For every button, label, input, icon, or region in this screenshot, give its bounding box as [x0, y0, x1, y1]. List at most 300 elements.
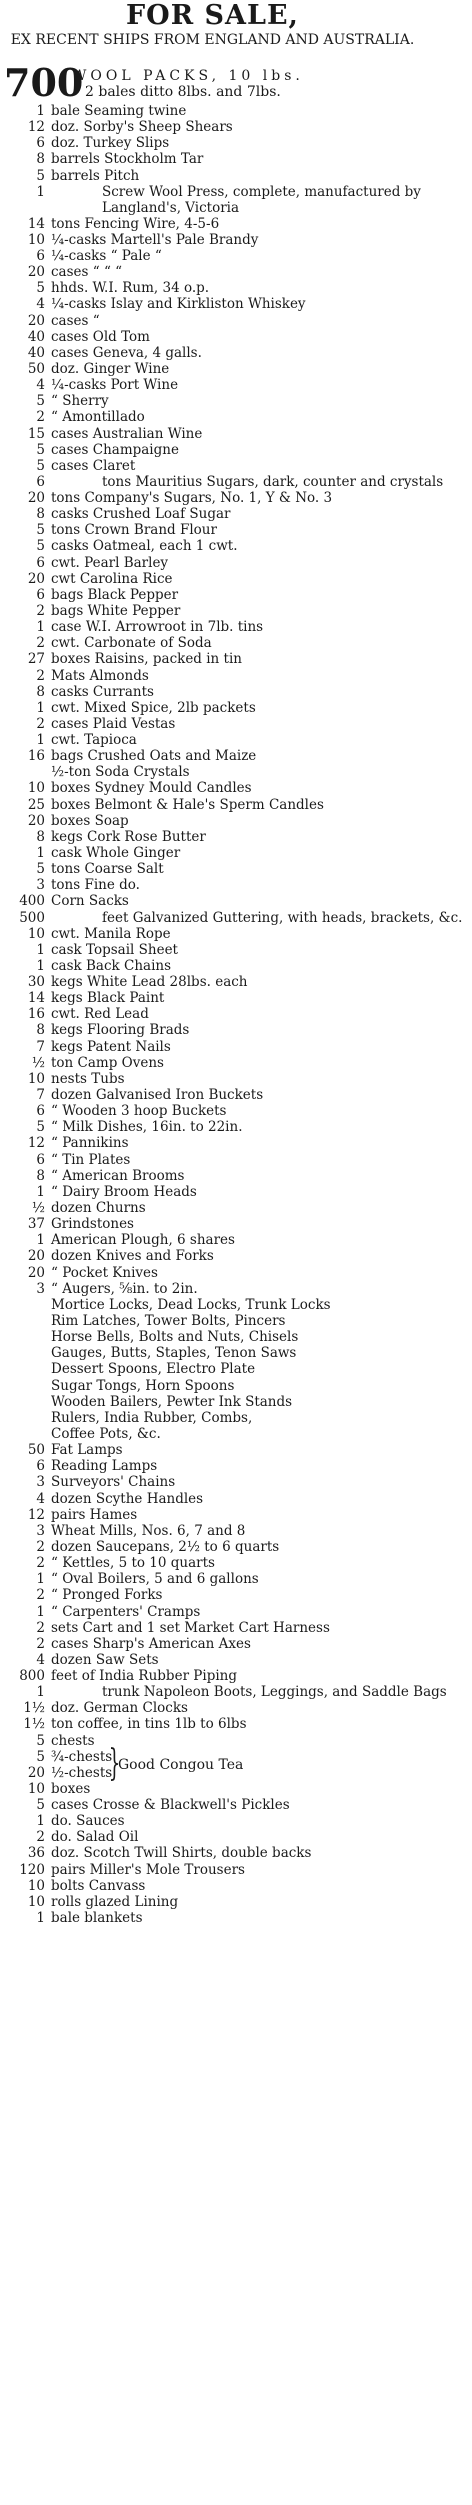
item-qty: 2 [36, 1538, 45, 1555]
item-text: cwt. Tapioca [51, 732, 137, 749]
item-qty: 36 [27, 1845, 45, 1862]
item-qty: 37 [27, 1216, 45, 1233]
list-item [0, 1716, 425, 1732]
item-text: ½-ton Soda Crystals [51, 764, 190, 781]
item-qty: 2 [36, 1555, 45, 1572]
item-text: American Plough, 6 shares [51, 1232, 235, 1249]
item-qty: 1 [36, 1813, 45, 1830]
item-text: “ Kettles, 5 to 10 quarts [51, 1555, 215, 1572]
item-text: tons Crown Brand Flour [51, 522, 217, 539]
item-text: boxes Belmont & Hale's Sperm Candles [51, 796, 324, 813]
list-item [0, 522, 425, 538]
item-qty: 5 [36, 1797, 45, 1814]
item-qty: 1 [36, 1684, 45, 1701]
list-item [0, 845, 425, 861]
item-qty: 4 [36, 377, 45, 394]
list-item [0, 1168, 425, 1184]
item-text: “ Oval Boilers, 5 and 6 gallons [51, 1571, 259, 1588]
item-text: cases “ “ “ [51, 264, 123, 281]
item-text: “ Pannikins [51, 1135, 129, 1152]
list-item [0, 345, 425, 361]
list-item [0, 1523, 425, 1539]
list-item [0, 1006, 425, 1022]
item-qty: 20 [27, 570, 45, 587]
list-item [0, 409, 425, 425]
list-item [0, 1652, 425, 1668]
item-qty: 8 [36, 1167, 45, 1184]
list-item [0, 442, 425, 458]
list-item [0, 587, 425, 603]
item-text: ¾-chests [51, 1748, 113, 1765]
item-qty: 10 [27, 1070, 45, 1087]
list-item [0, 1410, 425, 1426]
list-item [0, 1329, 425, 1345]
list-item [0, 1103, 425, 1119]
item-text: “ Augers, ⅝in. to 2in. [51, 1280, 198, 1297]
item-text: kegs Cork Rose Butter [51, 828, 206, 845]
item-qty: 1½ [23, 1716, 45, 1733]
list-item [0, 1297, 425, 1313]
list-item [0, 103, 425, 119]
item-text: Wooden Bailers, Pewter Ink Stands [51, 1393, 293, 1410]
item-text: cases Crosse & Blackwell's Pickles [51, 1797, 290, 1814]
list-item [0, 361, 425, 377]
item-text: feet of India Rubber Piping [51, 1668, 238, 1685]
item-text: Fat Lamps [51, 1442, 123, 1459]
item-text: Gauges, Butts, Staples, Tenon Saws [51, 1345, 297, 1362]
item-qty: 6 [36, 586, 45, 603]
item-qty: 20 [27, 1764, 45, 1781]
item-text: cwt. Pearl Barley [51, 554, 169, 571]
item-qty: 40 [27, 328, 45, 345]
item-text: do. Sauces [51, 1813, 125, 1830]
lead-item [4, 60, 422, 106]
list-item [0, 748, 425, 764]
list-item [0, 1022, 425, 1038]
list-item [0, 168, 425, 184]
item-qty: 1 [36, 619, 45, 636]
item-qty: 14 [27, 215, 45, 232]
list-item [0, 942, 425, 958]
item-qty: 27 [27, 651, 45, 668]
item-qty: ½ [31, 1200, 45, 1216]
item-qty: 8 [36, 151, 45, 168]
item-text: tons Mauritius Sugars, dark, counter and crystals [102, 473, 444, 490]
list-item [0, 393, 425, 409]
item-qty: 25 [27, 796, 45, 813]
item-qty: 6 [36, 1103, 45, 1120]
lead-qty: 700 [4, 60, 84, 105]
list-item [0, 296, 425, 312]
item-text: cases Old Tom [51, 328, 150, 345]
list-item [0, 1878, 425, 1894]
list-item [0, 797, 425, 813]
item-text: barrels Pitch [51, 167, 140, 184]
list-item [0, 313, 425, 329]
list-item [0, 1200, 425, 1216]
list-item [0, 571, 425, 587]
item-qty: 20 [27, 812, 45, 829]
item-qty: 4 [36, 296, 45, 313]
item-qty: 10 [27, 1877, 45, 1894]
item-qty: 6 [36, 473, 45, 490]
list-item [0, 1232, 425, 1248]
item-text: Sugar Tongs, Horn Spoons [51, 1377, 235, 1394]
item-text: ¼-casks Martell's Pale Brandy [51, 231, 259, 248]
list-item [0, 619, 425, 635]
item-text: “ American Brooms [51, 1167, 185, 1184]
list-item [0, 1781, 425, 1797]
item-qty: 1 [36, 1232, 45, 1249]
list-item [0, 893, 425, 909]
list-item [0, 1071, 425, 1087]
item-qty: 1 [36, 1183, 45, 1200]
item-text: pairs Miller's Mole Trousers [51, 1861, 245, 1878]
item-text: “ Pocket Knives [51, 1264, 158, 1281]
item-qty: 8 [36, 1022, 45, 1039]
list-item [0, 1749, 425, 1765]
item-text: hhds. W.I. Rum, 34 o.p. [51, 280, 210, 297]
item-text: cases Plaid Vestas [51, 715, 176, 732]
item-text: boxes Soap [51, 812, 129, 829]
list-item [0, 1474, 425, 1490]
item-text: cwt. Carbonate of Soda [51, 635, 212, 652]
item-text: dozen Scythe Handles [51, 1490, 204, 1507]
item-text: ¼-casks Port Wine [51, 377, 179, 394]
item-text: cases Sharp's American Axes [51, 1635, 251, 1652]
item-qty: 20 [27, 312, 45, 329]
list-item [0, 1361, 425, 1377]
list-item [0, 264, 425, 280]
list-item [0, 1539, 425, 1555]
item-qty: 5 [36, 441, 45, 458]
headline: FOR SALE, [126, 0, 299, 31]
item-qty: 20 [27, 264, 45, 281]
item-text: Mats Almonds [51, 667, 149, 684]
item-qty: 1 [36, 941, 45, 958]
item-text: boxes Raisins, packed in tin [51, 651, 242, 668]
item-text: ¼-casks “ Pale “ [51, 247, 162, 264]
item-qty: 1 [36, 699, 45, 716]
item-qty: 4 [36, 1651, 45, 1668]
item-text: tons Coarse Salt [51, 861, 164, 878]
list-item [0, 1313, 425, 1329]
item-text: Screw Wool Press, complete, manufactured by Langland's, Victoria [102, 183, 421, 216]
list-item [0, 329, 425, 345]
item-qty: 3 [36, 1280, 45, 1297]
list-item [0, 716, 425, 732]
item-qty: 14 [27, 990, 45, 1007]
item-text: dozen Saw Sets [51, 1651, 159, 1668]
item-text: barrels Stockholm Tar [51, 151, 204, 168]
item-qty: 7 [36, 1087, 45, 1104]
list-item [0, 538, 425, 554]
item-qty: 2 [36, 602, 45, 619]
list-item [0, 958, 425, 974]
item-text: “ Sherry [51, 393, 109, 410]
list-item [0, 1378, 425, 1394]
item-qty: 5 [36, 1748, 45, 1765]
item-text: Rim Latches, Tower Bolts, Pincers [51, 1312, 286, 1329]
item-text: cases Champaigne [51, 441, 179, 458]
item-text: cases “ [51, 312, 100, 329]
list-item [0, 1345, 425, 1361]
list-item [0, 974, 425, 990]
list-item [0, 377, 425, 393]
list-item [0, 458, 425, 474]
item-qty: 2 [36, 1635, 45, 1652]
item-qty: 20 [27, 1264, 45, 1281]
list-item [0, 877, 425, 893]
list-item [0, 555, 425, 571]
item-qty: 5 [36, 167, 45, 184]
item-text: bags Crushed Oats and Maize [51, 748, 257, 765]
item-qty: 1 [36, 732, 45, 749]
item-qty: 2 [36, 1619, 45, 1636]
item-text: rolls glazed Lining [51, 1893, 179, 1910]
item-qty: 6 [36, 247, 45, 264]
item-qty: 1 [36, 957, 45, 974]
item-text: kegs White Lead 28lbs. each [51, 974, 248, 991]
list-item [0, 1491, 425, 1507]
item-text: chests [51, 1732, 95, 1749]
item-text: “ Wooden 3 hoop Buckets [51, 1103, 227, 1120]
item-qty: 16 [27, 748, 45, 765]
list-item [0, 1700, 425, 1716]
item-text: Horse Bells, Bolts and Nuts, Chisels [51, 1329, 299, 1346]
item-qty: 5 [36, 861, 45, 878]
item-qty: 5 [36, 393, 45, 410]
list-item [0, 1620, 425, 1636]
item-qty: 12 [27, 1506, 45, 1523]
item-qty: 20 [27, 1248, 45, 1265]
item-text: bags Black Pepper [51, 586, 179, 603]
item-qty: 20 [27, 489, 45, 506]
item-qty: 2 [36, 715, 45, 732]
list-item [0, 1765, 425, 1781]
item-qty: 1 [36, 1910, 45, 1927]
item-text: ½-chests [51, 1764, 113, 1781]
item-qty: 5 [36, 457, 45, 474]
item-text: Reading Lamps [51, 1458, 158, 1475]
item-text: bags White Pepper [51, 602, 181, 619]
item-text: Grindstones [51, 1216, 134, 1233]
item-text: “ Dairy Broom Heads [51, 1183, 197, 1200]
list-item [0, 990, 425, 1006]
item-qty: 10 [27, 1893, 45, 1910]
item-text: kegs Patent Nails [51, 1038, 171, 1055]
item-text: doz. Sorby's Sheep Shears [51, 119, 233, 136]
item-qty: 3 [36, 1522, 45, 1539]
item-text: kegs Black Paint [51, 990, 165, 1007]
item-text: “ Tin Plates [51, 1151, 131, 1168]
item-text: Corn Sacks [51, 893, 129, 910]
list-item [0, 248, 425, 264]
list-item [0, 426, 425, 442]
list-item [0, 1910, 425, 1926]
item-text: cases Geneva, 4 galls. [51, 344, 202, 361]
item-text: dozen Galvanised Iron Buckets [51, 1087, 264, 1104]
list-item [0, 1394, 425, 1410]
item-text: dozen Saucepans, 2½ to 6 quarts [51, 1538, 280, 1555]
item-text: cask Whole Ginger [51, 845, 181, 862]
item-text: dozen Knives and Forks [51, 1248, 214, 1265]
item-qty: 8 [36, 828, 45, 845]
list-item [0, 1442, 425, 1458]
item-text: “ Amontillado [51, 409, 145, 426]
item-text: Mortice Locks, Dead Locks, Trunk Locks [51, 1296, 331, 1313]
list-item [0, 1039, 425, 1055]
item-text: casks Crushed Loaf Sugar [51, 506, 231, 523]
list-item [0, 1636, 425, 1652]
item-text: case W.I. Arrowroot in 7lb. tins [51, 619, 264, 636]
list-item [0, 1555, 425, 1571]
list-item [0, 1684, 447, 1701]
item-qty: 15 [27, 425, 45, 442]
item-text: cases Australian Wine [51, 425, 203, 442]
list-item [0, 119, 425, 135]
item-text: cask Topsail Sheet [51, 941, 178, 958]
item-text: nests Tubs [51, 1070, 125, 1087]
list-item [0, 1845, 425, 1861]
list-item [0, 700, 425, 716]
item-qty: 1 [36, 183, 45, 200]
item-text: doz. Scotch Twill Shirts, double backs [51, 1845, 312, 1862]
list-item [0, 1813, 425, 1829]
item-text: Dessert Spoons, Electro Plate [51, 1361, 256, 1378]
item-text: ¼-casks Islay and Kirkliston Whiskey [51, 296, 306, 313]
item-qty: 12 [27, 1135, 45, 1152]
item-qty: 1 [36, 103, 45, 119]
item-qty: 120 [19, 1861, 45, 1878]
item-text: cwt Carolina Rice [51, 570, 173, 587]
item-qty: 6 [36, 1151, 45, 1168]
item-text: do. Salad Oil [51, 1829, 139, 1846]
item-qty: 2 [36, 409, 45, 426]
list-item [0, 1248, 425, 1264]
list-item [0, 135, 425, 151]
item-qty: ½ [31, 1054, 45, 1071]
item-qty: 50 [27, 360, 45, 377]
list-item [0, 635, 425, 651]
item-qty: 10 [27, 925, 45, 942]
item-text: dozen Churns [51, 1200, 146, 1216]
list-item [0, 151, 425, 167]
item-qty: 30 [27, 974, 45, 991]
item-qty: 7 [36, 1038, 45, 1055]
item-qty: 10 [27, 780, 45, 797]
list-item [0, 651, 425, 667]
list-item [0, 232, 425, 248]
list-item [0, 1797, 425, 1813]
item-text: boxes Sydney Mould Candles [51, 780, 252, 797]
item-qty: 5 [36, 1732, 45, 1749]
list-item [0, 732, 425, 748]
brace-mark: } [108, 1742, 121, 1784]
list-item [0, 1587, 425, 1603]
list-item [0, 780, 425, 796]
item-text: sets Cart and 1 set Market Cart Harness [51, 1619, 330, 1636]
item-qty: 5 [36, 538, 45, 555]
item-text: casks Currants [51, 683, 154, 700]
item-text: “ Milk Dishes, 16in. to 22in. [51, 1119, 243, 1136]
item-text: doz. German Clocks [51, 1700, 188, 1717]
item-text: tons Fencing Wire, 4-5-6 [51, 215, 220, 232]
list-item [0, 1087, 425, 1103]
item-list [0, 103, 463, 1927]
item-text: ton Camp Ovens [51, 1054, 164, 1071]
list-item [0, 909, 463, 926]
list-item [0, 829, 425, 845]
item-text: Coffee Pots, &c. [51, 1425, 161, 1442]
item-text: “ Pronged Forks [51, 1587, 163, 1604]
item-text: pairs Hames [51, 1506, 138, 1523]
item-qty: 5 [36, 1119, 45, 1136]
item-text: bale blankets [51, 1910, 143, 1927]
list-item [0, 1216, 425, 1232]
list-item [0, 1507, 425, 1523]
item-qty: 800 [19, 1668, 45, 1685]
item-qty: 2 [36, 1587, 45, 1604]
item-text: “ Carpenters' Cramps [51, 1603, 201, 1620]
list-item [0, 1829, 425, 1845]
list-item [0, 490, 425, 506]
item-qty: 3 [36, 1474, 45, 1491]
item-qty: 8 [36, 506, 45, 523]
list-item [0, 668, 425, 684]
item-qty: 2 [36, 667, 45, 684]
list-item [0, 506, 425, 522]
item-text: trunk Napoleon Boots, Leggings, and Saddle Bags [102, 1684, 447, 1701]
list-item [0, 280, 425, 296]
list-item [0, 1458, 425, 1474]
item-qty: 12 [27, 119, 45, 136]
item-text: bolts Canvass [51, 1877, 146, 1894]
item-qty: 6 [36, 135, 45, 152]
item-qty: 1 [36, 1571, 45, 1588]
item-qty: 1 [36, 1603, 45, 1620]
item-text: kegs Flooring Brads [51, 1022, 190, 1039]
item-qty: 50 [27, 1442, 45, 1459]
list-item [0, 216, 425, 232]
item-text: Rulers, India Rubber, Combs, [51, 1409, 253, 1426]
list-item [0, 1668, 425, 1684]
list-item [0, 184, 425, 216]
item-text: cwt. Manila Rope [51, 925, 171, 942]
list-item [0, 1281, 425, 1297]
list-item [0, 1426, 425, 1442]
item-qty: 400 [19, 893, 45, 910]
item-qty: 6 [36, 554, 45, 571]
list-item [0, 684, 425, 700]
item-text: doz. Ginger Wine [51, 360, 170, 377]
item-qty: 500 [19, 909, 45, 926]
item-qty: 6 [36, 1458, 45, 1475]
item-qty: 5 [36, 522, 45, 539]
lead-line2: 2 bales ditto 8lbs. and 7lbs. [85, 84, 281, 100]
list-item [0, 764, 425, 780]
item-text: ton coffee, in tins 1lb to 6lbs [51, 1716, 247, 1733]
item-text: cwt. Red Lead [51, 1006, 149, 1023]
item-text: boxes [51, 1780, 91, 1797]
item-text: feet Galvanized Guttering, with heads, brackets, &c. [102, 909, 463, 926]
item-text: cases Claret [51, 457, 136, 474]
item-qty: 3 [36, 877, 45, 894]
list-item [0, 813, 425, 829]
list-item [0, 1894, 425, 1910]
item-qty: 4 [36, 1490, 45, 1507]
item-qty: 40 [27, 344, 45, 361]
